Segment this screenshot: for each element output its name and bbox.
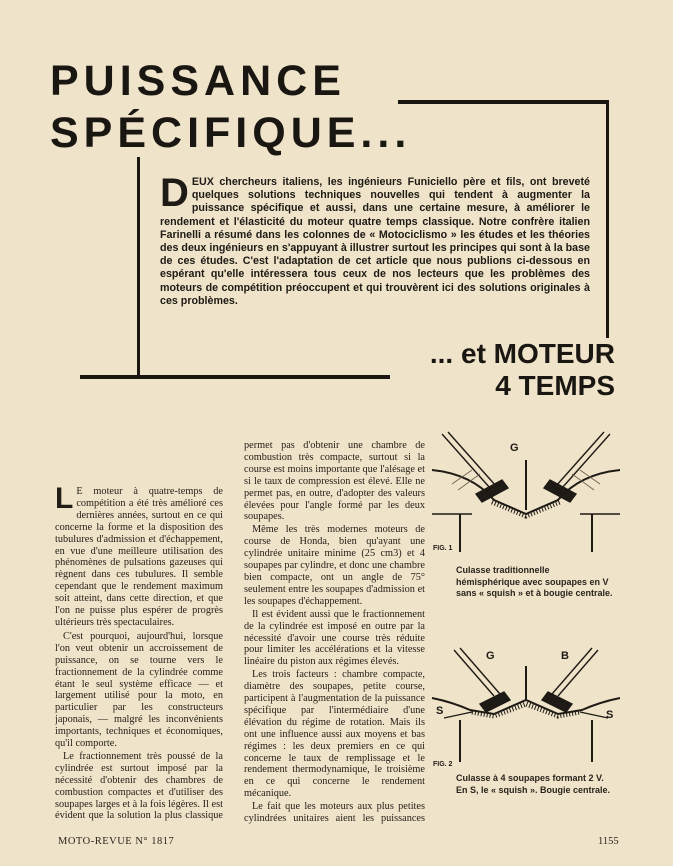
subtitle-line-1: ... et MOTEUR [429, 338, 615, 369]
subtitle-line-2: 4 TEMPS [495, 370, 615, 401]
figure-2-cylinder-head-diagram [432, 648, 620, 762]
fig1-tag: FIG. 1 [433, 545, 453, 552]
col2-paragraph-1: permet pas d'obtenir une chambre de combustion très compacte, surtout si la course est moins importante que l'alésage et si le taux de compression est élevé. Elle ne permet pas, en outre, d'adopter des valeurs élevées pour l'angle formé par les deux soupapes. [244, 440, 425, 523]
fig1-label-g: G [510, 442, 519, 454]
figure-1-cylinder-head-diagram [432, 430, 620, 552]
col2-paragraph-3: Il est évident aussi que le fractionnement de la cylindrée est imposé en outre par la nécessité d'avoir une course très réduite pour limiter les accélérations et la vitesse linéaire du piston aux régimes élevés. [244, 608, 425, 668]
right-frame-rule [606, 100, 609, 338]
col1-paragraph-1-text: E moteur à quatre-temps de compétition a été très amélioré ces dernières années, surtout en ce qui concerne la forme et la disposition des tubulures d'admission et d'échappement, en vue d'une meilleure utilisation des phénomènes de pulsations gazeuses qui règnent dans ces tubulures. Il semble cependant que le rendement maximum soit atteint, dans cette direction, et que l'on ne puisse plus espérer de progrès ultérieurs très spectaculaires. [55, 486, 223, 628]
col2-paragraph-4: Les trois facteurs : chambre compacte, diamètre des soupapes, petite course, participent à l'augmentation de la puissance spécifique par l'intermédiaire d'une élévation du régime de rotation. Mais ils ont une influence aussi aux moyens et bas régimes : les deux premiers en ce qui concerne le taux de remplissage et le rendement thermodynamique, le troisième en ce qui concerne le rendement mécanique. [244, 669, 425, 800]
magazine-footer: MOTO-REVUE N° 1817 [58, 836, 175, 847]
intro-dropcap: D [160, 171, 189, 215]
col1-dropcap: L [55, 486, 74, 515]
fig1-right-valve-stem [562, 434, 610, 488]
title-line-2: SPÉCIFIQUE... [50, 109, 412, 157]
fig1-caption: Culasse traditionnelle hémisphérique avec soupapes en V sans « squish » et à bougie centrale. [456, 565, 613, 598]
col1-paragraph-2: C'est pourquoi, aujourd'hui, lorsque l'on veut obtenir un accroissement de puissance, on se tourne vers le fractionnement de la cylindrée comme étant le seul système efficace — et largement utilisé pour la moto, en particulier par les constructeurs japonais, — malgré les inconvénients importants, techniques et économiques, qu'il comporte. [55, 630, 223, 750]
intro-text: EUX chercheurs italiens, les ingénieurs Funiciello père et fils, ont breveté quelques solutions techniques nouvelles qui tendent à augmenter la puissance spécifique et aussi, dans une certaine mesure, à améliorer le rendement et l'élasticité du moteur quatre temps classique. Notre confrère italien Farinelli a résumé dans les colonnes de « Motociclismo » les études et les théories des deux ingénieurs en s'appuyant à illustrer surtout les principes qui sont à la base de ces études. C'est l'adaptation de cet article que nous publions ci-dessous en espérant qu'elle intéressera tous ceux de nos lecteurs que les problèmes des moteurs de compétition préoccupent et qui trouvèrent ici des solutions originales à ces problèmes. [160, 176, 590, 307]
fig2-caption: Culasse à 4 soupapes formant 2 V. En S, le « squish ». Bougie centrale. [456, 773, 611, 795]
bottom-rule [80, 375, 390, 379]
col2-paragraph-5: Le fait que les moteurs aux plus petites cylindrées unitaires aient les puissances [244, 801, 425, 825]
col1-paragraph-3: Le fractionnement très poussé de la cylindrée est surtout imposé par la nécessité d'obtenir des chambres de combustion compactes et d'utiliser des soupapes larges et à la fois légères. Il est évident que la solution la plus classique [55, 750, 223, 822]
col1-paragraph-1 [55, 486, 223, 629]
article-column-1 [55, 486, 223, 822]
fig2-label-s-right: S [606, 709, 614, 721]
intro-paragraph [160, 171, 590, 308]
left-frame-rule [137, 157, 140, 375]
fig2-label-b: B [561, 650, 569, 662]
title-line-1: PUISSANCE [50, 57, 346, 105]
fig1-left-valve-stem [442, 434, 490, 488]
fig2-tag: FIG. 2 [433, 761, 453, 768]
col2-paragraph-2: Même les très modernes moteurs de course de Honda, bien qu'ayant une cylindrée unitaire minime (25 cm3) et 4 soupapes par cylindre, et donc une chambre bien compacte, ont un angle de 75° seulement entre les soupapes d'admission et les soupapes d'échappement. [244, 524, 425, 607]
page-number: 1155 [598, 836, 619, 847]
fig2-label-s-left: S [436, 705, 444, 717]
article-column-2 [244, 440, 425, 825]
fig2-label-g: G [486, 650, 495, 662]
top-rule [398, 100, 608, 104]
